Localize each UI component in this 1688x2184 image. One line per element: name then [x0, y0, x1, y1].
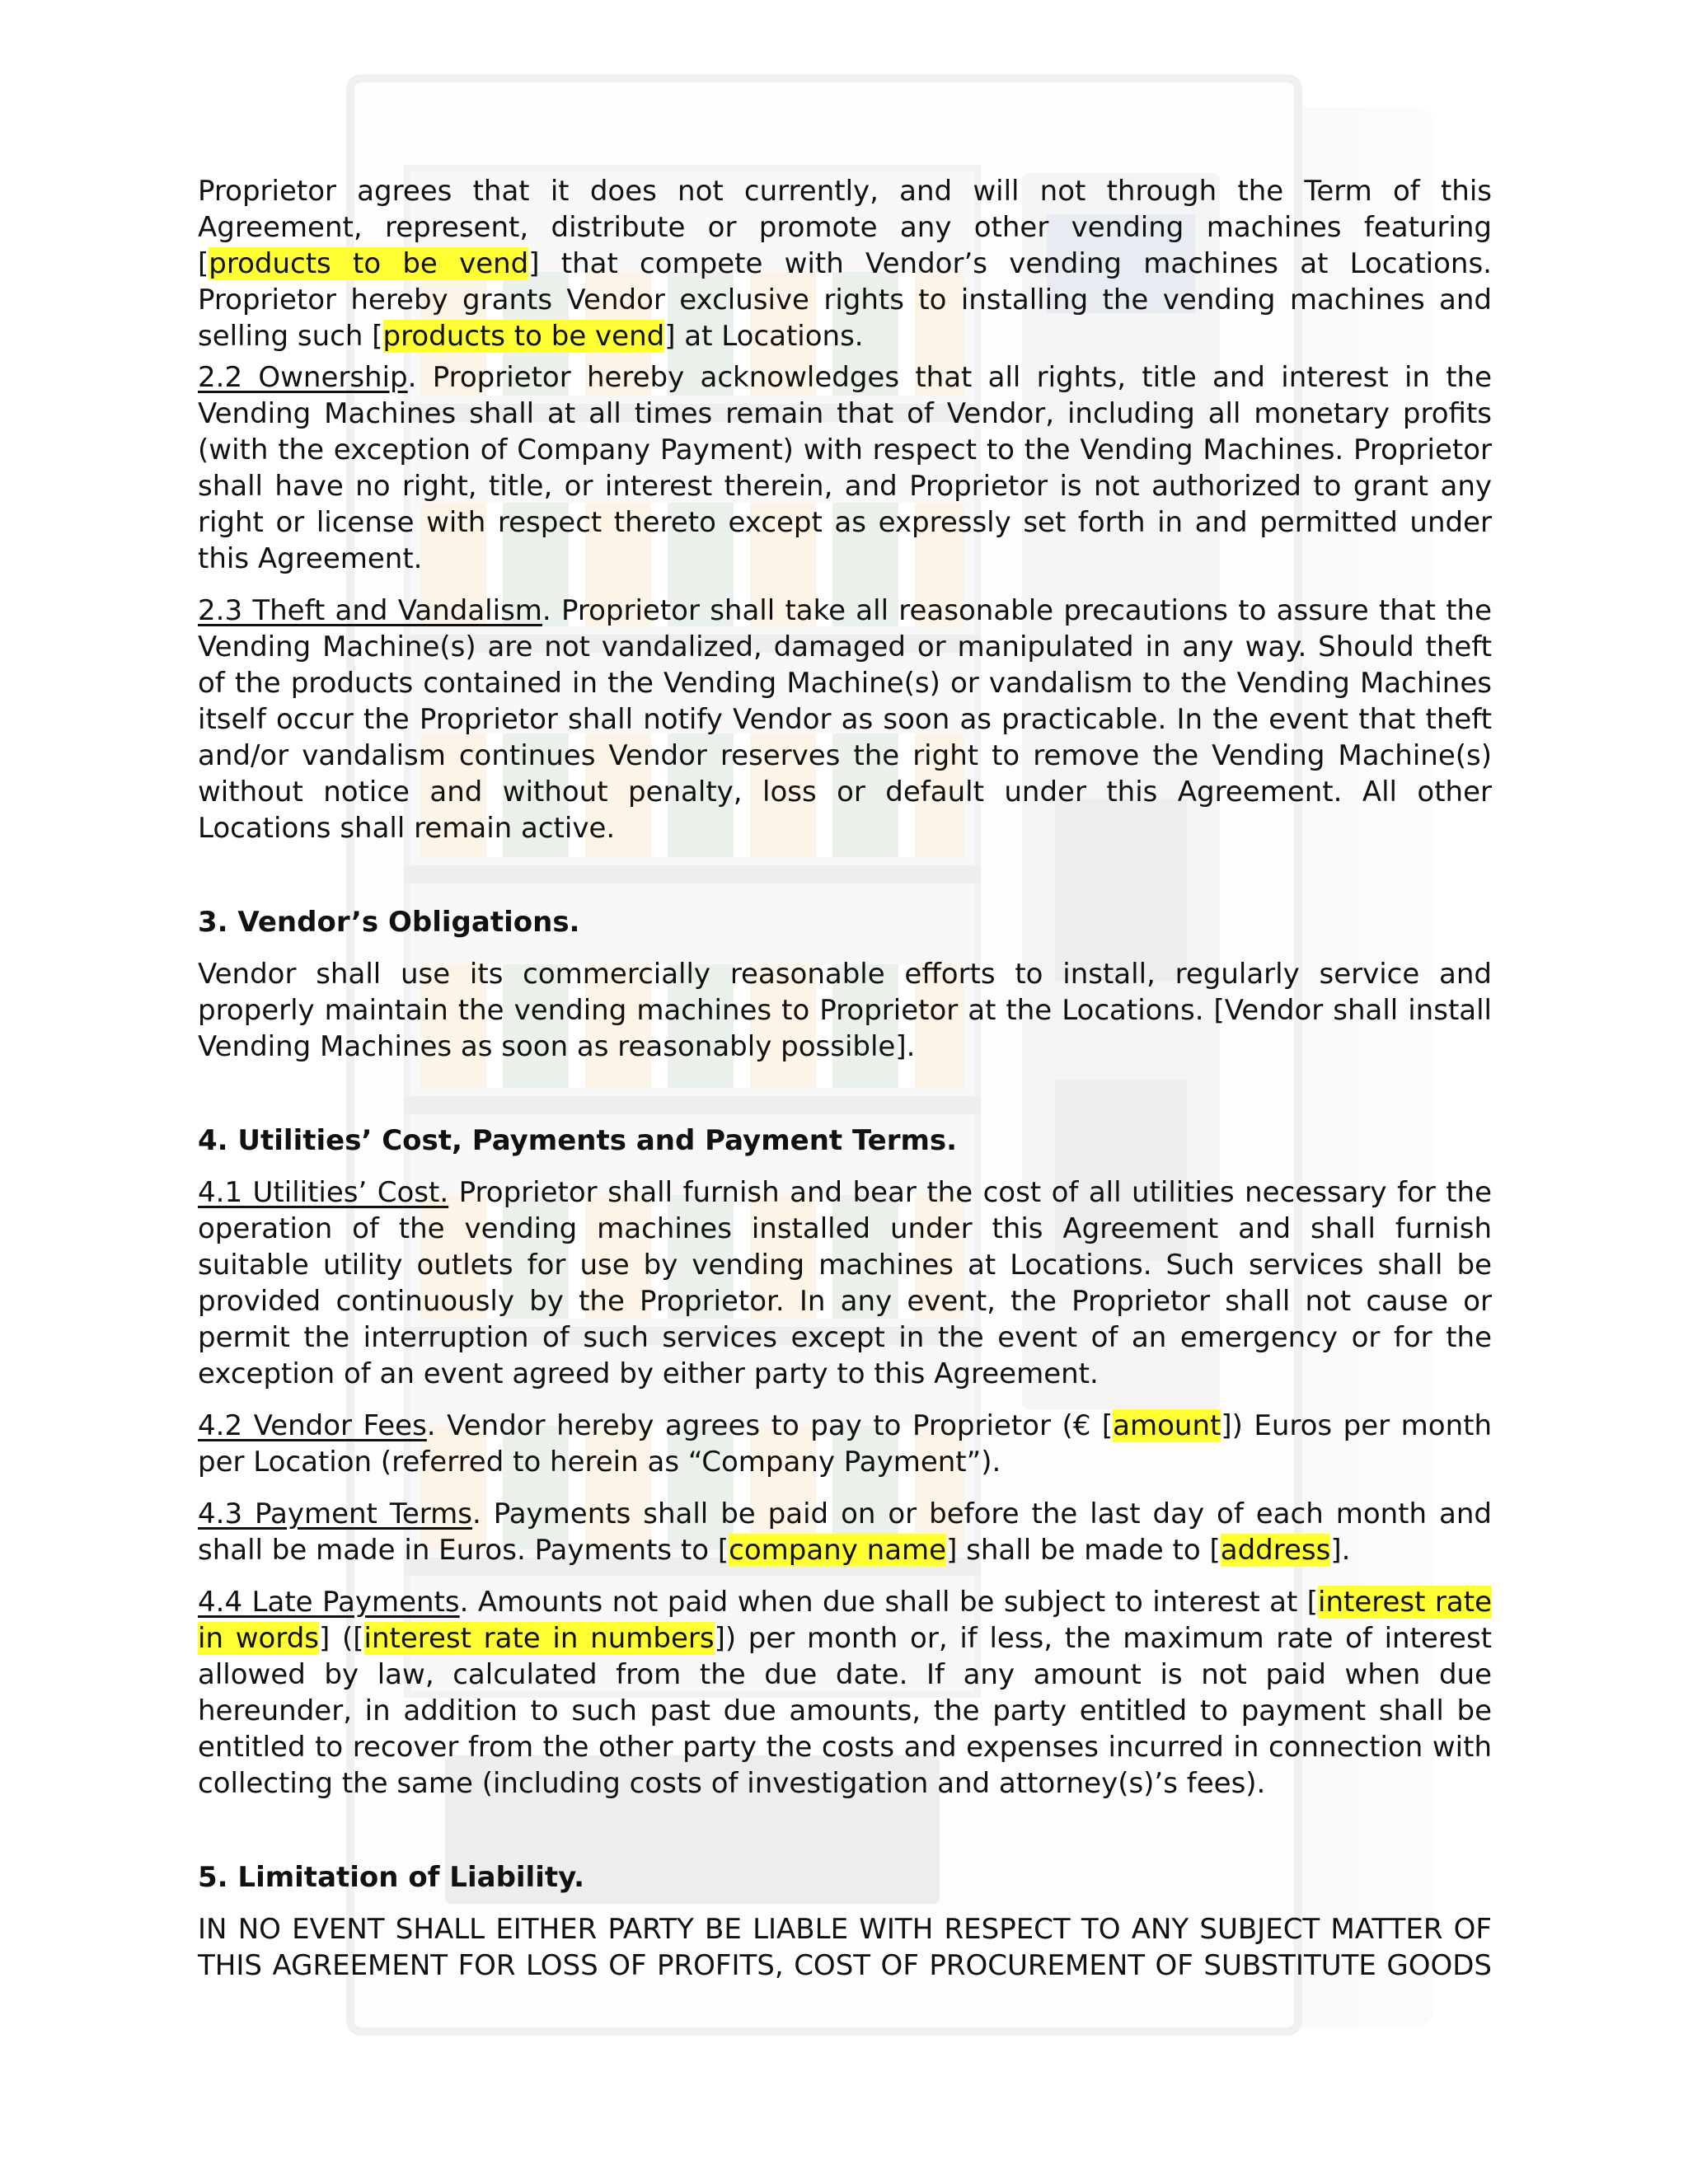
section-2-2-body: . Proprietor hereby acknowledges that all rights, title and interest in the Vending Machines shall at all times remain that of Vendor, including all monetary profits (with the exception of Company Payment) with respect to the Vending Machines. Proprietor shall have no right, title, or interest therein, and Proprietor is not authorized to grant any right or license with respect thereto except as expressly set forth in and permitted under this Agreement. — [198, 361, 1492, 575]
section-4-4-text: ]) per month or, if less, the maximum rate of interest allowed by law, calculated from the due date. If any amount is not paid when due hereunder, in addition to such past due amounts, the party entitled to payment shall be entitled to recover from the other party the costs and expenses incurred in connection with collecting the same (including costs of investigation and attorney(s)’s fees). — [198, 1622, 1493, 1800]
section-4-3-text: ]. — [1330, 1534, 1351, 1567]
section-4-1-body: Proprietor shall furnish and bear the cost of all utilities necessary for the operation of the vending machines installed under this Agreement and shall furnish suitable utility outlets for use by vending machines at Locations. Such services shall be provided continuously by the Proprietor. In any event, the Proprietor shall not cause or permit the interruption of such services except in the event of an emergency or for the exception of an event agreed by either party to this Agreement. — [198, 1176, 1493, 1390]
section-4-2-title: 4.2 Vendor Fees — [198, 1409, 427, 1442]
section-4-3-paragraph — [198, 1496, 1492, 1568]
section-2-3-paragraph — [198, 593, 1492, 846]
section-2-2-paragraph — [198, 359, 1492, 577]
placeholder-company-name: company name — [729, 1534, 947, 1567]
intro-paragraph — [198, 173, 1492, 354]
section-2-3-title: 2.3 Theft and Vandalism — [198, 594, 542, 627]
section-5-body: IN NO EVENT SHALL EITHER PARTY BE LIABLE WITH RESPECT TO ANY SUBJECT MATTER OF THIS AGREEMENT FOR LOSS OF PROFITS, COST OF PROCUREMENT OF SUBSTITUTE GOODS — [198, 1913, 1492, 1982]
section-4-4-text: ] ([ — [319, 1622, 364, 1655]
section-5-heading: 5. Limitation of Liability. — [198, 1861, 585, 1894]
section-3-heading: 3. Vendor’s Obligations. — [198, 906, 580, 939]
document-page — [198, 173, 1492, 1999]
section-4-3-text: ] shall be made to [ — [946, 1534, 1221, 1567]
section-4-2-text: . Vendor hereby agrees to pay to Proprietor (€ [ — [426, 1409, 1114, 1442]
section-4-2-paragraph — [198, 1408, 1492, 1480]
intro-text: ] at Locations. — [664, 320, 864, 353]
placeholder-amount: amount — [1113, 1409, 1221, 1442]
section-4-3-title: 4.3 Payment Terms — [198, 1497, 472, 1530]
section-4-3-text: . Payments shall be paid on or before the last day of each month and shall be made in Euros. Payments to [ — [198, 1497, 1492, 1567]
section-2-2-title: 2.2 Ownership — [198, 361, 408, 394]
section-3-body: Vendor shall use its commercially reasonable efforts to install, regularly service and properly maintain the vending machines to Proprietor at the Locations. [Vendor shall install Vending Machines as soon as reasonably possible]. — [198, 958, 1492, 1063]
placeholder-interest-rate-numbers: interest rate in numbers — [363, 1622, 715, 1655]
section-4-1-title: 4.1 Utilities’ Cost. — [198, 1176, 449, 1209]
intro-text: Proprietor agrees that it does not currently, and will not through the Term of this Agreement, represent, distribute or promote any other vending machines featuring [ — [198, 175, 1492, 280]
section-4-4-title: 4.4 Late Payments — [198, 1586, 460, 1619]
section-4-heading: 4. Utilities’ Cost, Payments and Payment Terms. — [198, 1124, 958, 1157]
intro-text: ] that compete with Vendor’s vending machines at Locations. Proprietor hereby grants Vendor exclusive rights to installing the vending machines and selling such [ — [198, 247, 1492, 353]
placeholder-products-1: products to be vend — [209, 247, 529, 280]
section-4-2-text: ]) Euros per month per Location (referred to herein as “Company Payment”). — [198, 1409, 1493, 1479]
placeholder-products-2: products to be vend — [382, 320, 665, 353]
section-2-3-body: . Proprietor shall take all reasonable precautions to assure that the Vending Machine(s) are not vandalized, damaged or manipulated in any way. Should theft of the products contained in the Vending Machine(s) or vandalism to the Vending Machines itself occur the Proprietor shall notify Vendor as soon as practicable. In the event that theft and/or vandalism continues Vendor reserves the right to remove the Vending Machine(s) without notice and without penalty, loss or default under this Agreement. All other Locations shall remain active. — [198, 594, 1492, 845]
section-4-1-paragraph — [198, 1174, 1492, 1392]
section-4-4-paragraph — [198, 1584, 1492, 1802]
section-4-4-text: . Amounts not paid when due shall be subject to interest at [ — [459, 1586, 1319, 1619]
placeholder-interest-rate-words: interest rate in words — [198, 1586, 1492, 1655]
placeholder-address: address — [1220, 1534, 1331, 1567]
